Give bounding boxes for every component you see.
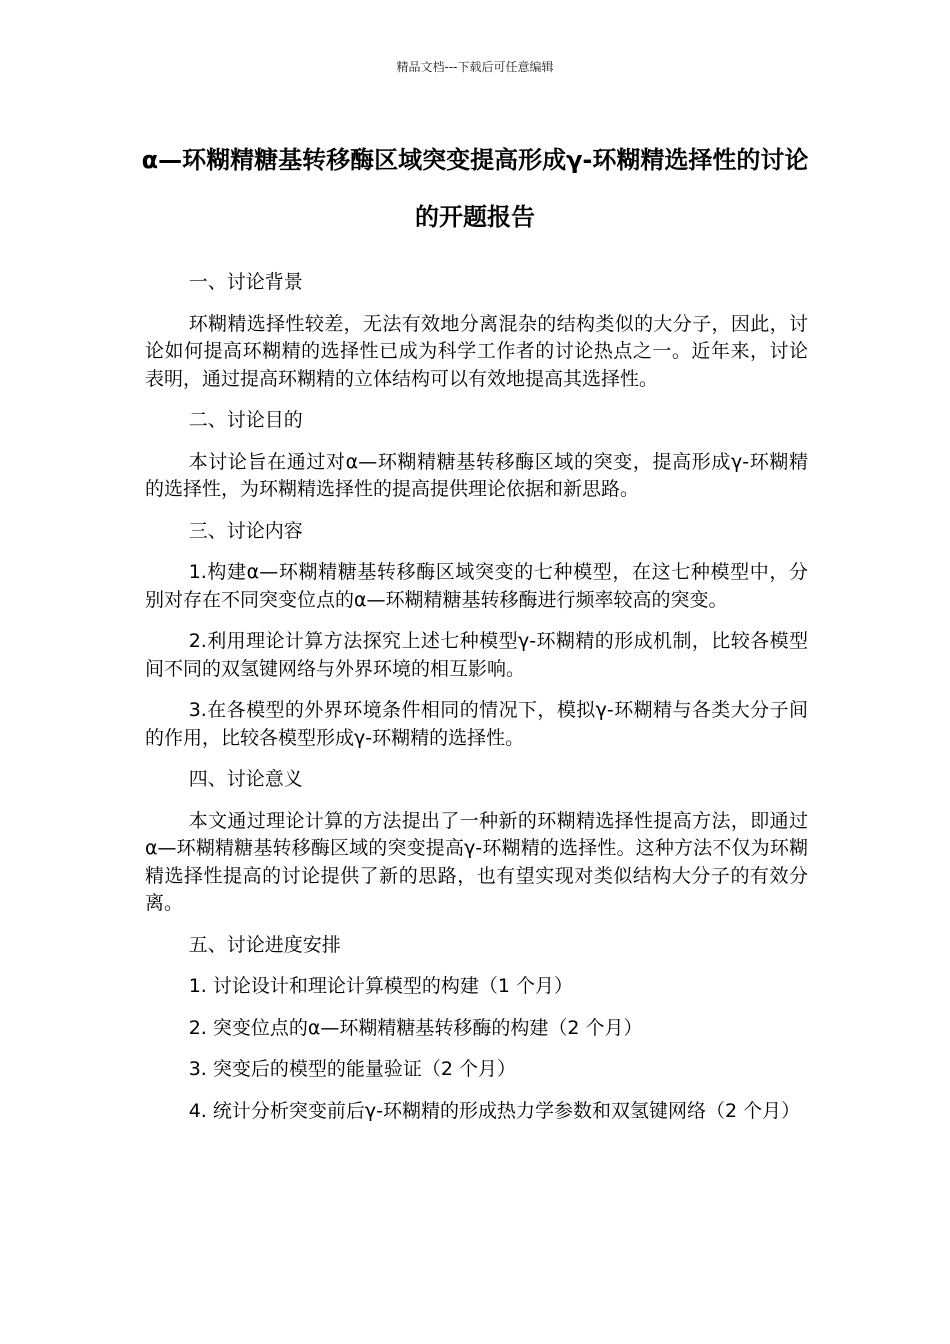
- document-title: α—环糊精糖基转移酶区域突变提高形成γ-环糊精选择性的讨论的开题报告: [141, 146, 809, 231]
- section-heading-content: 三、讨论内容: [188, 519, 303, 542]
- paragraph-significance: 本文通过理论计算的方法提出了一种新的环糊精选择性提高方法，即通过α—环糊精糖基转移酶区域的突变提高γ-环糊精的选择性。这种方法不仅为环糊精选择性提高的讨论提供了新的思路，也有望实现对类似结构大分子的有效分离。: [145, 809, 808, 914]
- page-header: 精品文档---下载后可任意编辑: [396, 60, 554, 74]
- section-heading-background: 一、讨论背景: [188, 271, 303, 293]
- schedule-item-4: 4. 统计分析突变前后γ-环糊精的形成热力学参数和双氢键网络（2 个月）: [188, 1099, 801, 1122]
- paragraph-background: 环糊精选择性较差，无法有效地分离混杂的结构类似的大分子，因此，讨论如何提高环糊精的选择性已成为科学工作者的讨论热点之一。近年来，讨论表明，通过提高环糊精的立体结构可以有效地提高其选择性。: [145, 312, 808, 390]
- schedule-item-1: 1. 讨论设计和理论计算模型的构建（1 个月）: [188, 975, 573, 997]
- document-body: [145, 269, 808, 1139]
- paragraph-content-2: 2.利用理论计算方法探究上述七种模型γ-环糊精的形成机制，比较各模型间不同的双氢键网络与外界环境的相互影响。: [145, 630, 808, 680]
- paragraph-purpose: 本讨论旨在通过对α—环糊精糖基转移酶区域的突变，提高形成γ-环糊精的选择性，为环糊精选择性的提高提供理论依据和新思路。: [145, 450, 808, 500]
- paragraph-content-3: 3.在各模型的外界环境条件相同的情况下，模拟γ-环糊精与各类大分子间的作用，比较各模型形成γ-环糊精的选择性。: [145, 699, 808, 749]
- section-heading-significance: 四、讨论意义: [188, 768, 303, 790]
- section-heading-purpose: 二、讨论目的: [188, 409, 303, 431]
- paragraph-content-1: 1.构建α—环糊精糖基转移酶区域突变的七种模型，在这七种模型中，分别对存在不同突变位点的α—环糊精糖基转移酶进行频率较高的突变。: [145, 561, 808, 611]
- section-heading-schedule: 五、讨论进度安排: [188, 933, 341, 956]
- schedule-item-2: 2. 突变位点的α—环糊精糖基转移酶的构建（2 个月）: [188, 1016, 643, 1039]
- schedule-item-3: 3. 突变后的模型的能量验证（2 个月）: [188, 1058, 516, 1080]
